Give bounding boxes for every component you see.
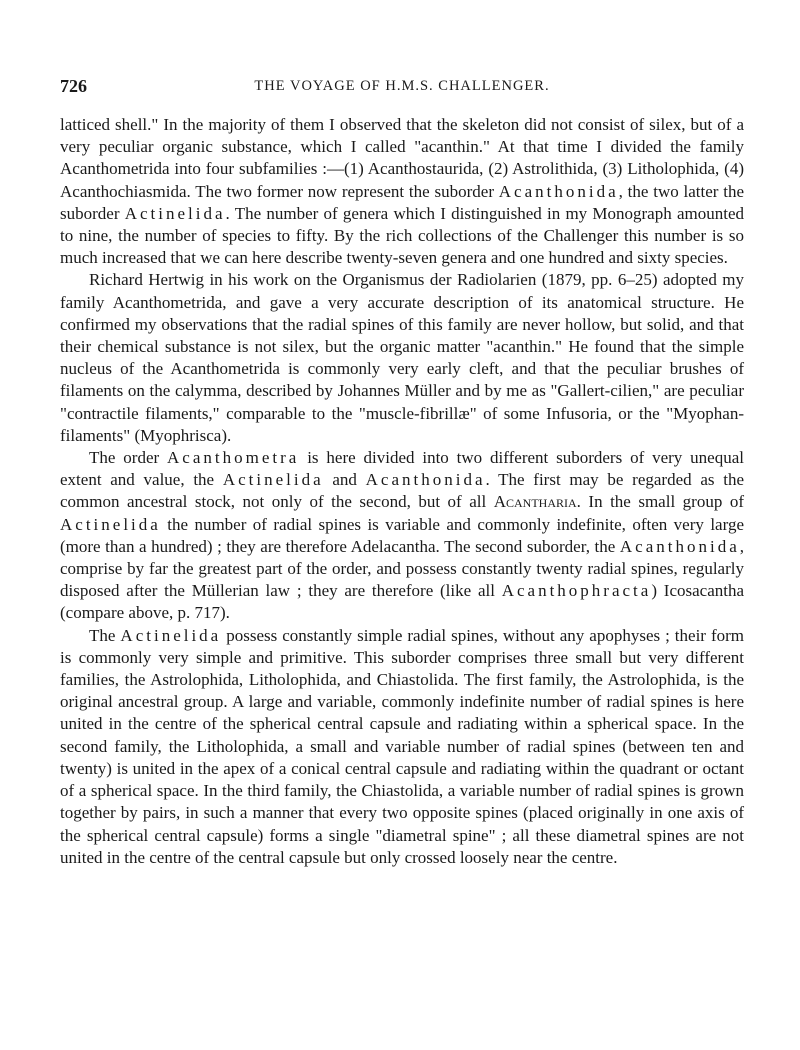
spaced-term: Acanthonida <box>619 536 740 556</box>
spaced-term: Acanthonida <box>365 470 486 490</box>
spaced-term: Actinelida <box>124 203 226 223</box>
page-number: 726 <box>60 76 87 96</box>
spaced-term: Actinelida <box>60 514 161 534</box>
small-caps-term: Acantharia <box>493 492 577 512</box>
spaced-term: Actinelida <box>120 625 222 645</box>
paragraph-hertwig: Richard Hertwig in his work on the Organismus der Radiolarien (1879, pp. 6–25) adopted my family Acanthometrida, and gave a very accurate description of its anatomical structure. He confirmed my observations that the radial spines of this family are never hollow, but solid, and that their chemical substance is not silex, but the organic matter "acanthin." He found that the simple nucleus of the Acanthometrida is commonly very early cleft, and that the peculiar brushes of filaments on the calymma, described by Johannes Müller and by me as "Gallert-cilien," are peculiar "contractile filaments," comparable to the "muscle-fibrillæ" of some Infusoria, or the "Myophan-filaments" (Myophrisca). <box>60 270 744 445</box>
spaced-term: Acanthometra <box>167 448 300 468</box>
text-run: . In the small group of <box>576 492 744 512</box>
text-run: , comprise by far the greatest part of the order, and possess constantly twenty radial spines, regularly disposed after the Müllerian law ; they are therefore (like all <box>60 536 744 601</box>
text-run: The order <box>89 448 168 468</box>
running-title: THE VOYAGE OF H.M.S. CHALLENGER. <box>254 78 550 94</box>
text-run: The <box>89 625 121 645</box>
spaced-term: Actinelida <box>222 470 324 490</box>
text-run: the number of radial spines is variable and commonly indefinite, often very large (more than a hundred) ; they are therefore Adelacantha. The second suborder, the <box>60 514 744 556</box>
paragraph-actinelida <box>60 625 744 869</box>
text-run: possess constantly simple radial spines, without any apophyses ; their form is commonly very simple and primitive. This suborder comprises three small but very different families, the Astrolophida, Litholophida, and Chiastolida. The first family, the Astrolophida, is the original ancestral group. A large and variable, commonly indefinite number of radial spines is here united in the centre of the spherical central capsule and radiating within a spherical space. In the second family, the Litholophida, a small and variable number of radial spines (between ten and twenty) is united in the apex of a conical central capsule and radiating within the quadrant or octant of a spherical space. In the third family, the Chiastolida, a variable number of radial spines is grown together by pairs, in such a manner that every two opposite spines (placed originally in one axis of the spherical central capsule) forms a single "diametral spine" ; all these diametral spines are not united in the centre of the central capsule but only crossed loosely near the centre. <box>60 625 744 867</box>
spaced-term: Acanthonida <box>498 181 619 201</box>
text-run: . The number of genera which I distinguished in my Monograph amounted to nine, the number of species to fifty. By the rich collections of the Challenger this number is so much increased that we can here describe twenty-seven genera and one hundred and sixty species. <box>60 203 744 268</box>
text-run: , the two latter the suborder <box>60 181 744 223</box>
text-run: ) Icosacantha (compare above, p. 717). <box>60 581 745 623</box>
text-run: and <box>323 470 366 490</box>
paragraph-continuation <box>60 114 744 269</box>
spaced-term: Acanthophracta <box>501 581 652 601</box>
paragraph-order <box>60 447 744 625</box>
text-run: latticed shell." In the majority of them I observed that the skeleton did not consist of silex, but of a very peculiar organic substance, which I called "acanthin." At that time I divided the family Acanthometrida into four subfamilies :—(1) Acanthostaurida, (2) Astrolithida, (3) Litholophida, (4) Acanthochiasmida. The two former now represent the suborder <box>60 115 744 201</box>
body-text <box>60 114 744 869</box>
text-run: . The first may be regarded as the common ancestral stock, not only of the second, but of all <box>60 470 744 512</box>
text-run: is here divided into two different suborders of very unequal extent and value, the <box>60 448 744 490</box>
page-header <box>60 76 744 98</box>
